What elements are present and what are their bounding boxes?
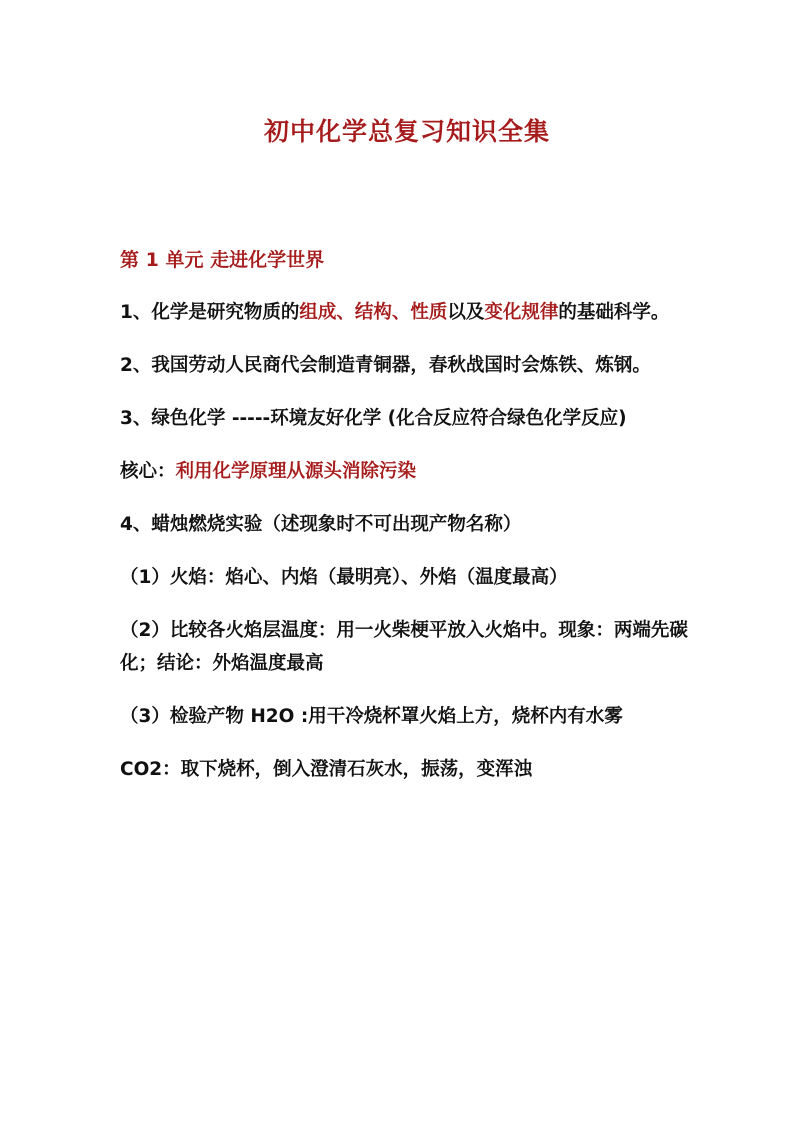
document-title: 初中化学总复习知识全集: [263, 117, 550, 146]
paragraph-1-text-a: 1、化学是研究物质的: [120, 302, 300, 323]
core-highlight: 利用化学原理从源头消除污染: [175, 461, 417, 482]
paragraph-4: 4、蜡烛燃烧实验（述现象时不可出现产物名称）: [120, 514, 522, 535]
paragraph-7: （3）检验产物 H2O :用干冷烧杯罩火焰上方，烧杯内有水雾: [120, 706, 623, 727]
paragraph-1-text-c: 以及: [447, 302, 485, 323]
paragraph-3: 3、绿色化学 -----环境友好化学 (化合反应符合绿色化学反应): [120, 408, 627, 429]
core-label: 核心：: [120, 461, 176, 482]
section-heading: 第 1 单元 走进化学世界: [120, 249, 325, 271]
paragraph-8: CO2：取下烧杯，倒入澄清石灰水，振荡，变浑浊: [120, 759, 533, 780]
paragraph-5: （1）火焰：焰心、内焰（最明亮）、外焰（温度最高）: [120, 567, 568, 588]
paragraph-1-text-e: 的基础科学。: [558, 302, 670, 323]
paragraph-6: （2）比较各火焰层温度：用一火柴梗平放入火焰中。现象：两端先碳化；结论：外焰温度最高: [120, 620, 688, 674]
paragraph-1-highlight-change-law: 变化规律: [484, 302, 559, 323]
paragraph-1: [120, 296, 694, 329]
core-paragraph: [120, 455, 694, 488]
paragraph-2: 2、我国劳动人民商代会制造青铜器，春秋战国时会炼铁、炼钢。: [120, 355, 651, 376]
paragraph-1-highlight-composition: 组成、结构、性质: [299, 302, 448, 323]
